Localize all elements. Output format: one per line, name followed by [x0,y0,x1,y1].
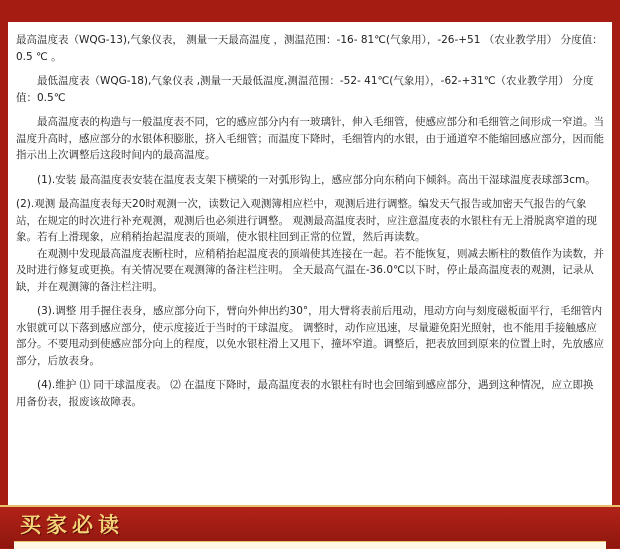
paragraph-broken-column: 在观测中发现最高温度表断柱时，应稍稍抬起温度表的顶端使其连接在一起。若不能恢复，则减去断柱的数值作为读数，并及时进行修复或更换。有关情况要在观测簿的备注栏注明。 全天最高气温在-36.0℃以下时，停止最高温度表的观测，记录从缺，并在观测簿的备注栏注明。 [16,247,604,293]
product-description [8,22,612,505]
section-header-divider [0,505,620,507]
section-title-buyer-notice: 买家必读 [20,512,124,537]
top-frame [0,0,620,22]
paragraph-min-thermometer-spec: 最低温度表（WQG-18),气象仪表 ,测量一天最低温度,测温范围：-52- 41℃(气象用），-62-+31℃（农业教学用） 分度值：0.5℃ [16,75,594,104]
paragraph-construction: 最高温度表的构造与一般温度表不同，它的感应部分内有一玻璃针，伸入毛细管，使感应部分和毛细管之间形成一窄道。当温度升高时，感应部分的水银体积膨胀，挤入毛细管；而温度下降时，毛细管内的水银，由于通道窄不能缩回感应部分，因而能指示出上次调整后这段时间内的最高温度。 [16,116,604,161]
paragraph-adjustment: (3).调整 用手握住表身，感应部分向下，臂向外伸出约30°，用大臂将表前后甩动，甩动方向与刻度磁板面平行，毛细管内水银就可以下落到感应部分，使示度接近于当时的干球温度。 调整时，动作应迅速，尽量避免阳光照射，也不能用手接触感应部分。不要甩动到使感应部分向上的程度，以免水银柱滑上又甩下，撞坏窄道。调整后，把表放回到原来的位置上时，先放感应部分，后放表身。 [16,305,604,367]
paragraph-maintenance: (4).维护 ⑴ 同干球温度表。 ⑵ 在温度下降时，最高温度表的水银柱有时也会回缩到感应部分，遇到这种情况，应立即换用备份表，报废该故障表。 [16,379,594,408]
right-frame [612,0,620,505]
paragraph-installation: (1).安装 最高温度表安装在温度表支架下横梁的一对弧形钩上，感应部分向东稍向下倾斜。高出干湿球温度表球部3cm。 [37,173,596,186]
paragraph-max-thermometer-spec: 最高温度表（WQG-13),气象仪表， 测量一天最高温度 ，测温范围：-16- 81℃(气象用），-26-+51 （农业教学用） 分度值：0.5 ℃ 。 [16,34,603,63]
paragraph-observation: (2).观测 最高温度表每天20时观测一次，读数记入观测簿相应栏中，观测后进行调整。编发天气报告或加密天气报告的气象站，在规定的时次进行补充观测，观测后也必须进行调整。 观测最高温度表时，应注意温度表的水银柱有无上滑脱离窄道的现象。若有上滑现象，应稍稍抬起温度表的顶端，使水银柱回到正常的位置，然后再读数。 [16,198,597,243]
left-frame [0,0,8,505]
